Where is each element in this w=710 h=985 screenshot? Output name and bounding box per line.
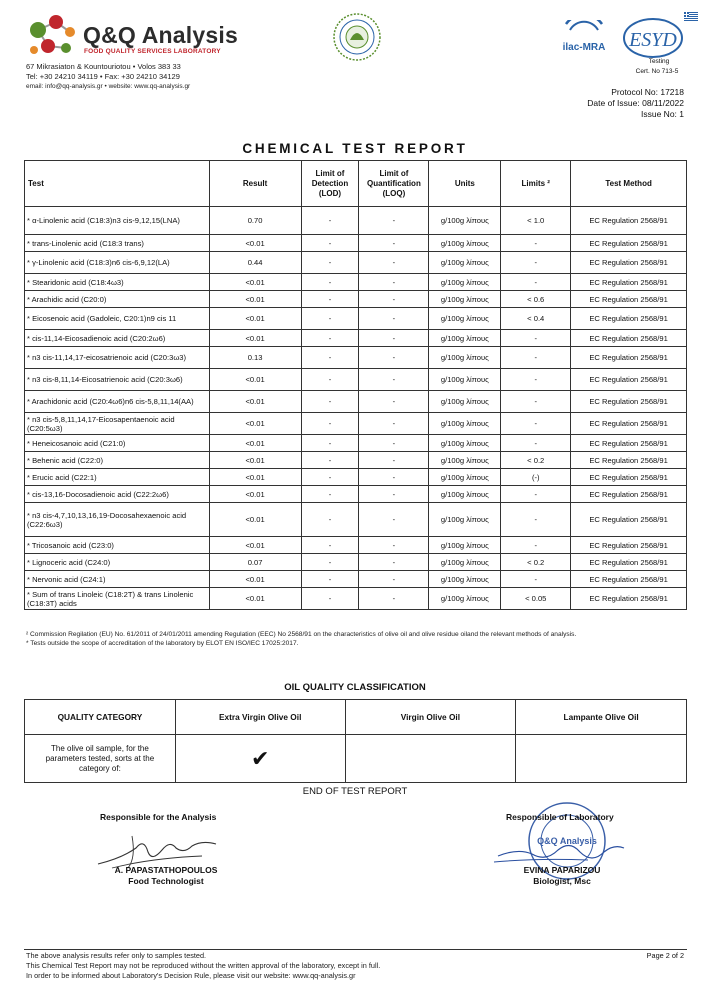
page-number: Page 2 of 2 [646,951,684,960]
table-row [25,308,687,330]
divider [24,782,687,783]
cell-lod: - [301,391,359,413]
cell-loq: - [359,486,429,503]
footer-line-3: In order to be informed about Laboratory's Decision Rule, please visit our website: www.qq-analysis.gr [26,971,356,980]
cell-limits: - [501,537,571,554]
table-row [25,413,687,435]
cell-units: g/100g λίπους [429,347,501,369]
report-title: CHEMICAL TEST REPORT [242,141,468,156]
cell-method: EC Regulation 2568/91 [571,435,687,452]
ilac-mra-logo-icon [558,20,610,60]
cell-test: * Tricosanoic acid (C23:0) [25,537,210,554]
cell-test: * Arachidic acid (C20:0) [25,291,210,308]
cell-result: <0.01 [209,235,301,252]
footnote-accreditation: * Tests outside the scope of accreditation of the laboratory by ELOT EN ISO/IEC 17025:2017. [26,639,299,647]
cell-lod: - [301,274,359,291]
col-header-method: Test Method [571,161,687,207]
results-table [24,160,687,610]
cell-method: EC Regulation 2568/91 [571,588,687,610]
oil-quality-header-row [25,700,687,735]
address: 67 Mikrasiaton & Kountouriotou • Volos 383 33 [26,62,181,71]
cell-method: EC Regulation 2568/91 [571,235,687,252]
cell-limits: - [501,235,571,252]
certification-seal-icon [332,12,382,62]
cell-limits: - [501,571,571,588]
cell-test: * cis-13,16-Docosadienoic acid (C22:2ω6) [25,486,210,503]
oq-row-label: The olive oil sample, for the parameters tested, sorts at the category of: [25,735,176,783]
cell-lod: - [301,291,359,308]
cell-method: EC Regulation 2568/91 [571,274,687,291]
footer-line-1: The above analysis results refer only to samples tested. [26,951,207,960]
oq-header-category: QUALITY CATEGORY [25,700,176,735]
cell-test: * Heneicosanoic acid (C21:0) [25,435,210,452]
oq-cell-extra-virgin [175,735,345,783]
cell-test: * trans-Linolenic acid (C18:3 trans) [25,235,210,252]
cell-result: <0.01 [209,537,301,554]
cell-units: g/100g λίπους [429,503,501,537]
table-row [25,435,687,452]
cell-test: * Arachidonic acid (C20:4ω6)n6 cis-5,8,11,14(AA) [25,391,210,413]
cell-units: g/100g λίπους [429,274,501,291]
cell-limits: - [501,486,571,503]
brand-name: Q&Q Analysis [83,22,238,48]
table-row [25,369,687,391]
cell-method: EC Regulation 2568/91 [571,330,687,347]
cell-result: <0.01 [209,391,301,413]
cell-units: g/100g λίπους [429,291,501,308]
cell-method: EC Regulation 2568/91 [571,452,687,469]
cell-loq: - [359,347,429,369]
col-header-limits: Limits ² [501,161,571,207]
cell-loq: - [359,274,429,291]
cell-test: * Eicosenoic acid (Gadoleic, C20:1)n9 cis 11 [25,308,210,330]
cell-result: <0.01 [209,469,301,486]
cell-result: <0.01 [209,571,301,588]
testing-label: Testing [648,58,670,65]
checkmark-icon: ✔ [250,745,270,771]
cell-lod: - [301,486,359,503]
table-row [25,571,687,588]
cell-method: EC Regulation 2568/91 [571,207,687,235]
cell-result: <0.01 [209,486,301,503]
cell-loq: - [359,413,429,435]
greek-flag-icon [684,12,698,21]
cell-limits: - [501,503,571,537]
cell-result: <0.01 [209,413,301,435]
cell-result: 0.70 [209,207,301,235]
oil-quality-row [25,735,687,783]
cell-limits: (-) [501,469,571,486]
cell-result: <0.01 [209,452,301,469]
table-row [25,252,687,274]
cell-lod: - [301,571,359,588]
cell-test: * cis-11,14-Eicosadienoic acid (C20:2ω6) [25,330,210,347]
cell-lod: - [301,435,359,452]
cell-loq: - [359,537,429,554]
brand-subtitle: FOOD QUALITY SERVICES LABORATORY [84,48,221,55]
cell-method: EC Regulation 2568/91 [571,413,687,435]
footer-divider [24,949,687,950]
cell-method: EC Regulation 2568/91 [571,571,687,588]
cell-units: g/100g λίπους [429,308,501,330]
oq-cell-lampante [516,735,687,783]
cell-method: EC Regulation 2568/91 [571,291,687,308]
cell-limits: - [501,369,571,391]
cell-test: * Behenic acid (C22:0) [25,452,210,469]
cell-limits: - [501,391,571,413]
table-row [25,274,687,291]
cell-test: * α-Linolenic acid (C18:3)n3 cis-9,12,15(LNA) [25,207,210,235]
cell-method: EC Regulation 2568/91 [571,554,687,571]
cell-units: g/100g λίπους [429,207,501,235]
cell-limits: < 0.05 [501,588,571,610]
sig-right-role: Biologist, Msc [533,876,591,886]
cell-test: * Nervonic acid (C24:1) [25,571,210,588]
sig-left-name: A. PAPASTATHOPOULOS [114,865,218,875]
sig-left-role: Food Technologist [128,876,204,886]
cell-lod: - [301,369,359,391]
cell-test: * n3 cis-5,8,11,14,17-Eicosapentaenoic acid (C20:5ω3) [25,413,210,435]
footnote-regulation: ² Commission Regilation (EU) No. 61/2011 of 24/01/2011 amending Regulation (EEC) No 2568/91 on the characteristics of olive oil and olive residue oiland the relevant methods of analysis. [26,631,577,638]
cell-loq: - [359,369,429,391]
contact-block [26,62,190,92]
table-row [25,330,687,347]
cell-test: * Stearidonic acid (C18:4ω3) [25,274,210,291]
esyd-logo-icon [622,16,684,60]
footer-line-2: This Chemical Test Report may not be reproduced without the written approval of the laboratory, except in full. [26,961,381,970]
cell-loq: - [359,588,429,610]
cell-limits: < 1.0 [501,207,571,235]
table-row [25,391,687,413]
cell-units: g/100g λίπους [429,469,501,486]
cell-limits: < 0.2 [501,554,571,571]
protocol-block [587,87,684,120]
cell-result: 0.13 [209,347,301,369]
cell-units: g/100g λίπους [429,537,501,554]
cell-limits: < 0.2 [501,452,571,469]
issue-number: Issue No: 1 [641,109,684,119]
cell-test: * Lignoceric acid (C24:0) [25,554,210,571]
table-header-row [25,161,687,207]
cell-limits: - [501,435,571,452]
sig-left-title: Responsible for the Analysis [100,812,217,822]
cert-number: Cert. No 713-5 [635,68,679,75]
issue-date: Date of Issue: 08/11/2022 [587,98,684,108]
oil-quality-table [24,699,687,783]
cell-loq: - [359,554,429,571]
col-header-test: Test [25,161,210,207]
cell-lod: - [301,588,359,610]
ilac-text: ilac-MRA [562,42,606,53]
cell-lod: - [301,452,359,469]
cell-test: * n3 cis-4,7,10,13,16,19-Docosahexaenoic acid (C22:6ω3) [25,503,210,537]
cell-result: <0.01 [209,291,301,308]
cell-loq: - [359,571,429,588]
cell-lod: - [301,554,359,571]
cell-result: <0.01 [209,435,301,452]
cell-units: g/100g λίπους [429,588,501,610]
cell-result: <0.01 [209,308,301,330]
table-row [25,537,687,554]
cell-method: EC Regulation 2568/91 [571,469,687,486]
cell-units: g/100g λίπους [429,391,501,413]
esyd-text: ESYD [629,29,677,51]
sig-right-name: EVINA PAPARIZOU [523,865,601,875]
cell-units: g/100g λίπους [429,571,501,588]
cell-method: EC Regulation 2568/91 [571,503,687,537]
cell-result: <0.01 [209,369,301,391]
cell-lod: - [301,503,359,537]
footer [26,951,380,981]
stamp-text: Q&Q Analysis [537,836,597,846]
cell-test: * Erucic acid (C22:1) [25,469,210,486]
cell-result: 0.44 [209,252,301,274]
table-row [25,291,687,308]
cell-loq: - [359,207,429,235]
cell-result: <0.01 [209,330,301,347]
table-row [25,503,687,537]
cell-loq: - [359,391,429,413]
phone: Tel: +30 24210 34119 • Fax: +30 24210 34129 [26,72,180,81]
cell-test: * Sum of trans Linoleic (C18:2T) & trans Linolenic (C18:3T) acids [25,588,210,610]
cell-units: g/100g λίπους [429,330,501,347]
cell-units: g/100g λίπους [429,486,501,503]
cell-lod: - [301,347,359,369]
cell-lod: - [301,308,359,330]
col-header-result: Result [209,161,301,207]
col-header-lod: Limit of Detection (LOD) [301,161,359,207]
cell-lod: - [301,469,359,486]
cell-lod: - [301,537,359,554]
cell-method: EC Regulation 2568/91 [571,252,687,274]
cell-units: g/100g λίπους [429,435,501,452]
cell-loq: - [359,469,429,486]
cell-result: <0.01 [209,274,301,291]
cell-limits: < 0.6 [501,291,571,308]
col-header-loq: Limit of Quantification (LOQ) [359,161,429,207]
cell-limits: - [501,413,571,435]
oq-header-virgin: Virgin Olive Oil [345,700,516,735]
cell-lod: - [301,413,359,435]
cell-result: <0.01 [209,503,301,537]
protocol-number: Protocol No: 17218 [611,87,684,97]
cell-method: EC Regulation 2568/91 [571,347,687,369]
cell-result: <0.01 [209,588,301,610]
footnotes [26,631,686,648]
oq-header-extra-virgin: Extra Virgin Olive Oil [175,700,345,735]
cell-units: g/100g λίπους [429,252,501,274]
cell-limits: - [501,252,571,274]
cell-lod: - [301,252,359,274]
cell-limits: - [501,347,571,369]
table-row [25,588,687,610]
cell-units: g/100g λίπους [429,235,501,252]
cell-limits: - [501,330,571,347]
cell-test: * γ-Linolenic acid (C18:3)n6 cis-6,9,12(LA) [25,252,210,274]
cell-lod: - [301,330,359,347]
cell-method: EC Regulation 2568/91 [571,369,687,391]
cell-loq: - [359,330,429,347]
cell-loq: - [359,252,429,274]
cell-units: g/100g λίπους [429,554,501,571]
oq-cell-virgin [345,735,516,783]
email-website: email: info@qq-analysis.gr • website: www.qq-analysis.gr [26,83,191,90]
cell-lod: - [301,235,359,252]
cell-test: * n3 cis-11,14,17-eicosatrienoic acid (C20:3ω3) [25,347,210,369]
cell-units: g/100g λίπους [429,369,501,391]
table-row [25,469,687,486]
table-row [25,207,687,235]
col-header-units: Units [429,161,501,207]
cell-units: g/100g λίπους [429,452,501,469]
cell-loq: - [359,308,429,330]
cell-method: EC Regulation 2568/91 [571,486,687,503]
cell-limits: < 0.4 [501,308,571,330]
sig-right-title: Responsible of Laboratory [506,812,614,822]
table-row [25,452,687,469]
molecule-logo-icon [26,10,82,58]
cell-method: EC Regulation 2568/91 [571,308,687,330]
sig-left-block [86,865,246,887]
end-of-report: END OF TEST REPORT [302,786,408,797]
table-row [25,235,687,252]
table-row [25,486,687,503]
cell-test: * n3 cis-8,11,14-Eicosatrienoic acid (C20:3ω6) [25,369,210,391]
cell-loq: - [359,503,429,537]
cell-method: EC Regulation 2568/91 [571,391,687,413]
cell-result: 0.07 [209,554,301,571]
cell-loq: - [359,452,429,469]
cell-units: g/100g λίπους [429,413,501,435]
cell-limits: - [501,274,571,291]
cell-loq: - [359,235,429,252]
sig-right-block [482,865,642,887]
cell-method: EC Regulation 2568/91 [571,537,687,554]
results-body [25,207,687,610]
table-row [25,554,687,571]
table-row [25,347,687,369]
oq-header-lampante: Lampante Olive Oil [516,700,687,735]
letterhead [26,10,686,90]
cell-lod: - [301,207,359,235]
oil-quality-title: OIL QUALITY CLASSIFICATION [284,682,426,693]
cell-loq: - [359,435,429,452]
cell-loq: - [359,291,429,308]
